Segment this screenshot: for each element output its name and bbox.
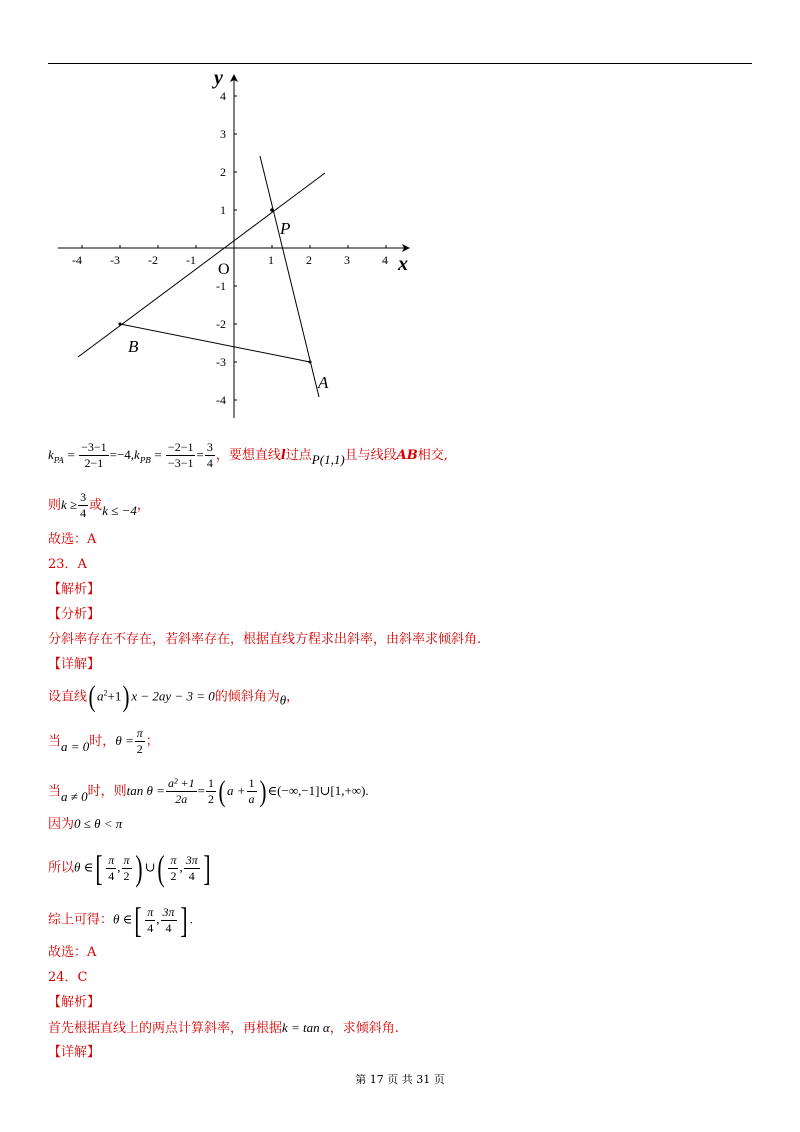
red-text: ， [136,498,150,513]
step-so: 所以θ ∈[ $\frac{\pi}{4}$ , $\frac{\pi}{2}$ ) ∪( $\frac{\pi}{2}$ , $\frac{3\pi}{4}$ ] [48,848,211,888]
red-text: 相交, [417,448,448,463]
q24-analysis-text: 首先根据直线上的两点计算斜率，再根据k = tan α，求倾斜角. [48,1020,399,1036]
k-symbol: k [48,447,54,462]
red-text: 过点 [285,448,312,463]
y-tick-label: -4 [216,393,226,407]
header-rule [48,63,752,64]
question-24-number: 24．C [48,970,88,985]
x-axis-label: x [398,253,408,275]
y-tick-label: 1 [220,203,226,217]
coordinate-graph [56,66,416,426]
math-text: k ≤ −4 [102,503,137,518]
y-axis-label: y [214,67,223,89]
answer-23: 故选：A [48,945,97,960]
x-tick-label: 4 [382,253,388,267]
answer-22: 故选：A [48,532,97,547]
math-text: =−4, [109,447,135,462]
subscript: PA [53,456,65,465]
x-tick-label: -2 [148,253,158,267]
x-tick-label: -1 [186,253,196,267]
step-conclusion: 综上可得：θ ∈[ $\frac{\pi}{4}$ , $\frac{3\pi}{4}$ ] . [48,900,193,940]
math-text: = [196,447,204,462]
subscript: PB [139,456,152,465]
y-tick-label: 2 [220,165,226,179]
fraction: $\frac{3}{4}$ [80,490,87,520]
x-tick-label: 2 [306,253,312,267]
y-tick-label: 4 [220,89,226,103]
point-label-a: A [318,373,329,392]
x-tick-label: -3 [110,253,120,267]
slope-computation: $k_{PA}$ = $\frac{-3-1}{2-1}$ $=-4,k_{PB}$ = $\frac{-2-1}{-3-1}$ = $\frac{3}{4}$ ，要想直线l过点P(1,1)且与线段AB相交, [48,440,448,470]
point-a [309,361,312,364]
k-symbol: k [134,447,140,462]
page-footer: 第 17 页 共 31 页 [355,1073,445,1086]
slope-conclusion [48,490,150,521]
analysis-tag: 【解析】 [48,995,101,1010]
point-p [270,208,274,212]
y-tick-label: -2 [216,317,226,331]
analysis-tag: 【解析】 [48,582,101,597]
x-tick-label: -4 [72,253,82,267]
detail-tag: 【详解】 [48,1045,101,1060]
y-tick-label: 3 [220,127,226,141]
segment-ab [120,324,310,362]
red-text: l [280,448,286,463]
origin-label: O [218,261,230,278]
step-a-zero: 当a = 0时，θ = $\frac{\pi}{2}$ ； [48,726,159,756]
math-text: P(1,1) [311,452,345,467]
red-text: 或 [89,498,103,513]
step-range: 因为0 ≤ θ < π [48,816,123,832]
point-label-b: B [128,337,139,356]
x-tick-label: 3 [344,253,350,267]
red-text: 则 [48,498,62,513]
red-text: 且与线段 [344,448,397,463]
detail-tag: 【详解】 [48,657,101,672]
point-b [119,323,122,326]
question-23-number: 23．A [48,557,87,572]
y-tick-label: -1 [216,279,226,293]
y-tick-label: -3 [216,355,226,369]
math-text: k ≥ [61,497,78,512]
point-label-p: P [280,219,291,238]
step-a-nonzero: 当a ≠ 0时，则tan θ = $\frac{\text{a² +1}}{2a}$ = $\frac{1}{2}$ ( a + $\frac{1}{a}$ ) ∈(−∞,−1]∪[1,+∞). [48,774,369,808]
fraction: $\frac{3}{4}$ [206,440,213,470]
fraction: $\frac{-3-1}{2-1}$ [81,440,107,470]
x-tick-label: 1 [268,253,274,267]
fenxi-text: 分斜率存在不存在，若斜率存在，根据直线方程求出斜率，由斜率求倾斜角. [48,632,482,647]
step-line-definition: 设直线( $a^2+1$) x − 2ay − 3 = 0的倾斜角为θ， [48,680,300,713]
fraction: $\frac{-2-1}{-3-1}$ [167,440,194,470]
fenxi-tag: 【分析】 [48,607,101,622]
red-text: AB [396,448,418,463]
red-text: ，要想直线 [215,448,281,463]
